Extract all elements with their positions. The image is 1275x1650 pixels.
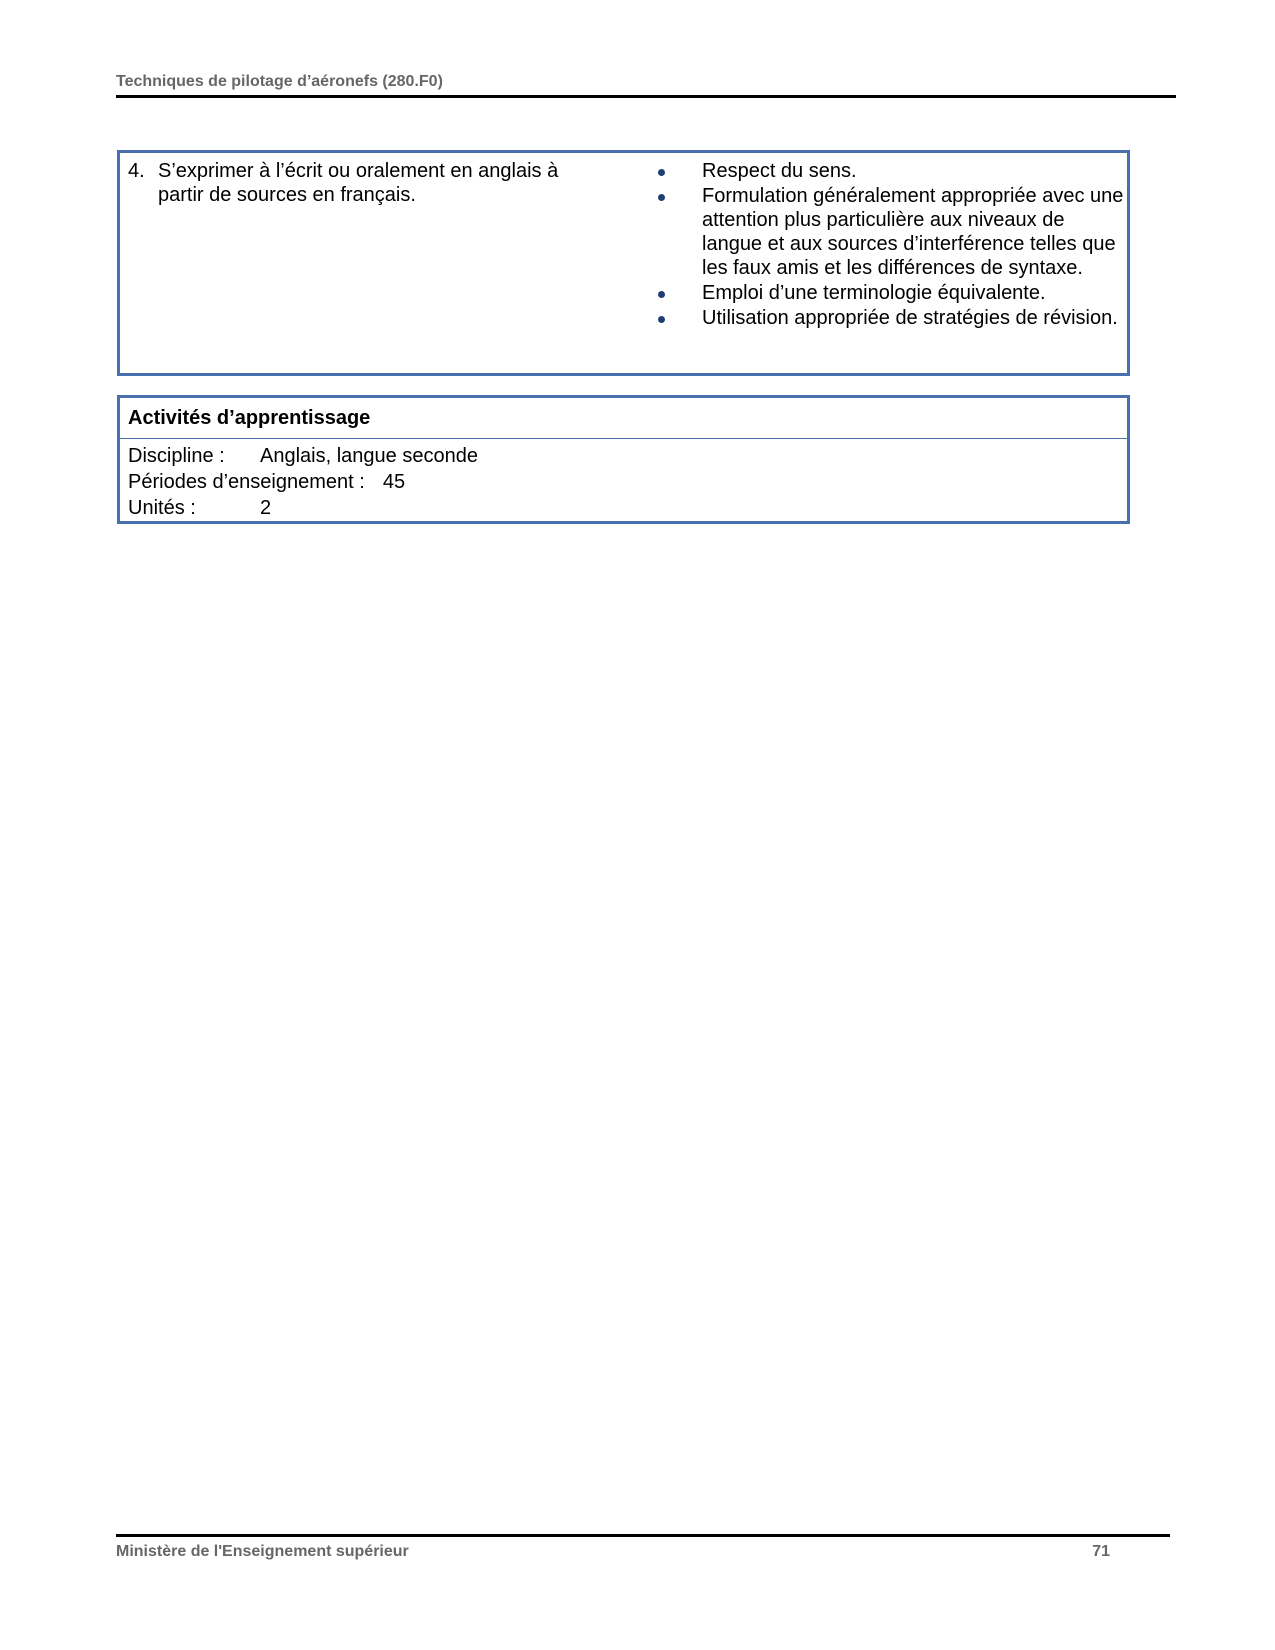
periodes-label: Périodes d’enseignement : [128, 471, 365, 493]
competence-number: 4. [128, 160, 145, 182]
periodes-value: 45 [382, 471, 406, 493]
criterion-item [658, 159, 1128, 183]
footer-ministry: Ministère de l'Enseignement supérieur [116, 1543, 409, 1560]
competence-statement [128, 159, 598, 207]
learning-activities-box [117, 395, 1130, 524]
discipline-value: Anglais, langue seconde [260, 445, 478, 467]
unites-value: 2 [260, 497, 272, 519]
periodes-row [128, 469, 1127, 495]
unites-label: Unités : [128, 497, 196, 519]
page-footer [116, 1534, 1170, 1561]
criterion-text: Emploi d’une terminologie équivalente. [702, 282, 1046, 304]
competence-text: S’exprimer à l’écrit ou oralement en anglais à partir de sources en français. [158, 160, 559, 206]
discipline-label: Discipline : [128, 445, 225, 467]
competence-box [117, 150, 1130, 376]
criterion-text: Utilisation appropriée de stratégies de révision. [702, 307, 1118, 329]
learning-activities-title: Activités d’apprentissage [120, 398, 1127, 439]
bullet-icon [658, 316, 665, 323]
bullet-icon [658, 291, 665, 298]
criterion-text: Formulation généralement appropriée avec une attention plus particulière aux niveaux de langue et aux sources d’interférence telles que les faux amis et les différences de syntaxe. [702, 185, 1124, 279]
learning-activities-details [120, 439, 1127, 521]
unites-row [128, 495, 1127, 521]
page-number: 71 [1092, 1543, 1110, 1560]
criterion-text: Respect du sens. [702, 160, 857, 182]
bullet-icon [658, 169, 665, 176]
criterion-item [658, 281, 1128, 305]
running-header: Techniques de pilotage d’aéronefs (280.F0) [116, 73, 1176, 98]
criterion-item [658, 306, 1128, 330]
performance-criteria-list [658, 159, 1128, 331]
discipline-row [128, 443, 1127, 469]
bullet-icon [658, 194, 665, 201]
criterion-item [658, 184, 1128, 280]
